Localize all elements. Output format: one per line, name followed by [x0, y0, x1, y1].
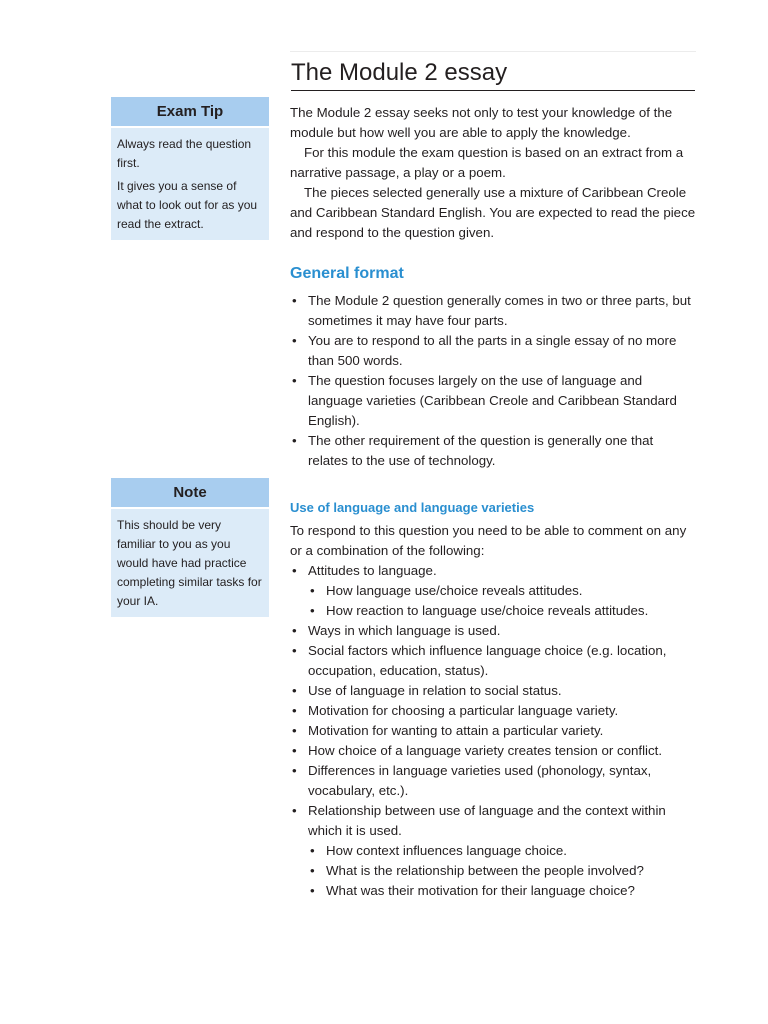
- use-of-language-heading: Use of language and language varieties: [290, 500, 535, 515]
- relationship-sublist: [290, 841, 696, 901]
- intro-paragraph-1: The Module 2 essay seeks not only to test your knowledge of the module but how well you are able to apply the knowledge.: [290, 105, 673, 140]
- list-item: • Motivation for wanting to attain a particular variety.: [290, 721, 696, 741]
- list-item: • The question focuses largely on the use of language and language varieties (Caribbean Creole and Caribbean Standard English).: [290, 371, 696, 431]
- list-item: • How language use/choice reveals attitudes.: [308, 581, 696, 601]
- exam-tip-heading: Exam Tip: [111, 97, 269, 128]
- exam-tip-body: [111, 128, 269, 240]
- list-item: • The Module 2 question generally comes in two or three parts, but sometimes it may have four parts.: [290, 291, 696, 331]
- list-item: • How choice of a language variety creates tension or conflict.: [290, 741, 696, 761]
- list-item: • What was their motivation for their language choice?: [308, 881, 696, 901]
- page-title: The Module 2 essay: [291, 56, 695, 91]
- list-item: • How context influences language choice.: [308, 841, 696, 861]
- list-item: • Ways in which language is used.: [290, 621, 696, 641]
- list-item: • Relationship between use of language and the context within which it is used.: [290, 801, 696, 841]
- list-item: • Differences in language varieties used (phonology, syntax, vocabulary, etc.).: [290, 761, 696, 801]
- general-format-heading: General format: [290, 265, 404, 282]
- top-rule: [290, 51, 696, 52]
- main-content: [290, 103, 696, 901]
- note-text: This should be very familiar to you as you would have had practice completing similar tasks for your IA.: [117, 518, 262, 608]
- intro-paragraph-2: For this module the exam question is based on an extract from a narrative passage, a play or a poem.: [290, 145, 684, 180]
- list-item: • Use of language in relation to social status.: [290, 681, 696, 701]
- use-of-language-intro: To respond to this question you need to be able to comment on any or a combination of the following:: [290, 523, 687, 558]
- note-body: [111, 509, 269, 617]
- note-heading: Note: [111, 478, 269, 509]
- exam-tip-box: [111, 97, 269, 240]
- use-of-language-list: [290, 561, 696, 581]
- attitudes-sublist: [290, 581, 696, 621]
- note-box: [111, 478, 269, 617]
- list-item: • How reaction to language use/choice reveals attitudes.: [308, 601, 696, 621]
- list-item: • What is the relationship between the people involved?: [308, 861, 696, 881]
- list-item: • The other requirement of the question is generally one that relates to the use of technology.: [290, 431, 696, 471]
- use-of-language-list-2: [290, 621, 696, 841]
- list-item: • Attitudes to language.: [290, 561, 696, 581]
- list-item: • You are to respond to all the parts in a single essay of no more than 500 words.: [290, 331, 696, 371]
- list-item: • Motivation for choosing a particular language variety.: [290, 701, 696, 721]
- exam-tip-line-1: Always read the question first.: [117, 137, 252, 170]
- intro-paragraph-3: The pieces selected generally use a mixture of Caribbean Creole and Caribbean Standard English. You are expected to read the piece and respond to the question given.: [290, 185, 696, 240]
- exam-tip-line-2: It gives you a sense of what to look out for as you read the extract.: [117, 179, 258, 231]
- general-format-list: [290, 291, 696, 471]
- list-item: • Social factors which influence language choice (e.g. location, occupation, education, status).: [290, 641, 696, 681]
